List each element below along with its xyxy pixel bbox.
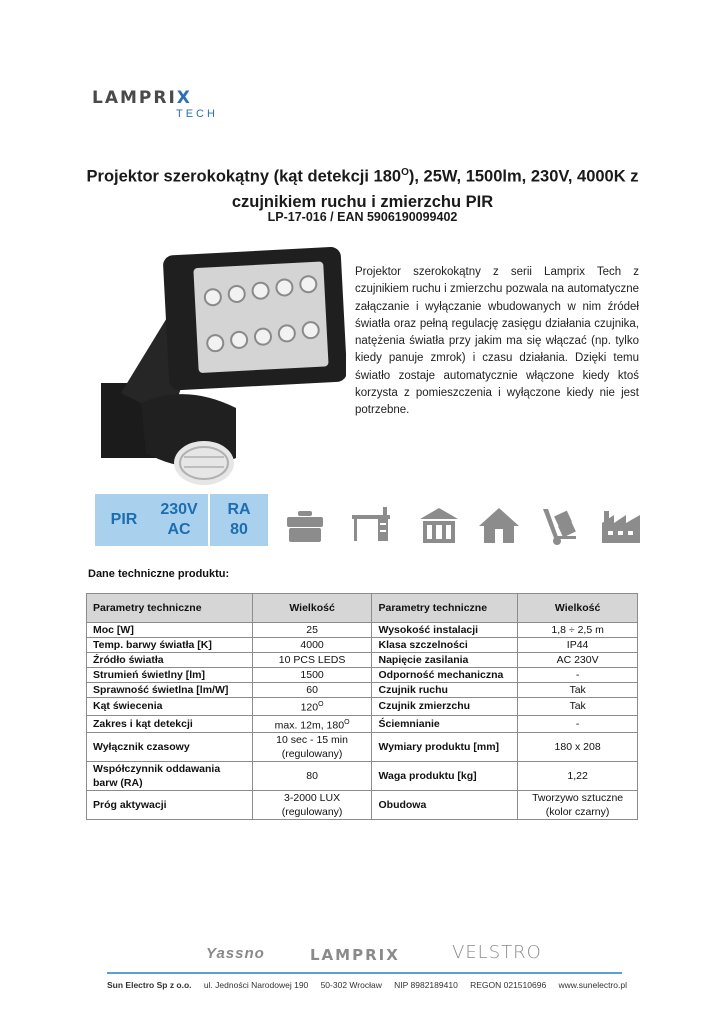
degree-sup: O	[318, 701, 324, 708]
param-value-line2: (kolor czarny)	[545, 806, 610, 818]
param-value-line2: (regulowany)	[281, 748, 343, 760]
product-title	[60, 160, 665, 215]
logo-x-letter: X	[176, 88, 192, 108]
param-value: 1500	[252, 668, 372, 683]
param-value: 60	[252, 683, 372, 698]
footer-address2: 50-302 Wrocław	[320, 980, 382, 990]
param-value-line2: (regulowany)	[281, 806, 343, 818]
footer-web[interactable]: www.sunelectro.pl	[558, 980, 627, 990]
title-line1-b: ), 25W, 1500lm, 230V, 4000K z	[408, 167, 639, 186]
param-name: Wymiary produktu [mm]	[372, 733, 518, 762]
degree-sup: O	[344, 718, 350, 726]
param-name: Czujnik ruchu	[372, 683, 518, 698]
param-name: Moc [W]	[87, 623, 253, 638]
param-value-line1: 3-2000 LUX	[284, 792, 341, 804]
building-icon	[418, 505, 460, 547]
header-value-2: Wielkość	[518, 594, 638, 623]
param-name: Wyłącznik czasowy	[87, 733, 253, 762]
param-value: 1,8 ÷ 2,5 m	[518, 623, 638, 638]
badge-230v-ac	[150, 494, 208, 546]
table-row	[87, 698, 638, 716]
param-name: Źródło światła	[87, 653, 253, 668]
param-value: Tak	[518, 698, 638, 716]
footer-regon: REGON 021510696	[470, 980, 547, 990]
badge-ra-80	[210, 494, 268, 546]
param-value: -	[518, 715, 638, 733]
footer-nip: NIP 8982189410	[394, 980, 458, 990]
footer-contact	[107, 980, 627, 990]
toolbox-icon	[284, 505, 326, 547]
param-value	[252, 733, 372, 762]
param-value: 80	[252, 762, 372, 791]
brand-velstro-logo: VELSTRO	[452, 942, 542, 963]
param-name: Temp. barwy światła [K]	[87, 638, 253, 653]
param-value	[252, 698, 372, 716]
param-value: 25	[252, 623, 372, 638]
param-value: -	[518, 668, 638, 683]
brand-logos	[200, 940, 540, 966]
table-row	[87, 623, 638, 638]
param-name-line2: barw (RA)	[93, 777, 143, 789]
table-row	[87, 653, 638, 668]
param-value: 10 PCS LEDS	[252, 653, 372, 668]
table-row	[87, 791, 638, 820]
brand-yassno-logo: Yassno	[206, 945, 265, 962]
lamprix-tech-logo	[92, 88, 232, 128]
product-description: Projektor szerokokątny z serii Lamprix Tech z czujnikiem ruchu i zmierzchu pozwala na automatyczne załączanie i wyłączanie wbudowanych w nim źródeł światła oraz pełną regulację zasięgu działania czujnika, natężenia światła przy jakim ma się włączać (np. tylko kiedy panuje zmrok) i czasu działania. Dzięki temu światło zostaje automatycznie włączone kiedy ktoś korzysta z pomieszczenia i wyłączone kiedy nie jest potrzebne.	[355, 266, 639, 417]
header-param-1: Parametry techniczne	[87, 594, 253, 623]
footer-divider	[107, 972, 622, 974]
brand-lamprix-logo: LAMPRIX	[310, 946, 400, 964]
header-value-1: Wielkość	[252, 594, 372, 623]
badge-230v-line1: 230V	[160, 501, 198, 518]
param-name: Napięcie zasilania	[372, 653, 518, 668]
section-title: Dane techniczne produktu:	[88, 568, 230, 580]
hand-truck-icon	[540, 505, 582, 547]
param-name: Klasa szczelności	[372, 638, 518, 653]
param-name: Kąt świecenia	[87, 698, 253, 716]
header-param-2: Parametry techniczne	[372, 594, 518, 623]
logo-main-text: LAMPRI	[92, 88, 177, 108]
table-row	[87, 762, 638, 791]
title-degree-sup: O	[401, 167, 409, 178]
param-name: Zakres i kąt detekcji	[87, 715, 253, 733]
param-value: 180 x 208	[518, 733, 638, 762]
param-name-line1: Współczynnik oddawania	[93, 763, 221, 775]
house-icon	[478, 505, 520, 547]
table-row	[87, 638, 638, 653]
badge-230v-line2: AC	[167, 521, 191, 538]
param-name: Ściemnianie	[372, 715, 518, 733]
badge-ra-line1: RA	[227, 501, 251, 518]
param-name	[87, 762, 253, 791]
param-value: Tak	[518, 683, 638, 698]
table-header-row	[87, 594, 638, 623]
badge-ra-line2: 80	[230, 521, 248, 538]
param-value-line1: Tworzywo sztuczne	[532, 792, 624, 804]
factory-icon	[600, 505, 642, 547]
param-name: Czujnik zmierzchu	[372, 698, 518, 716]
spec-table	[86, 593, 638, 820]
title-line2: czujnikiem ruchu i zmierzchu PIR	[231, 192, 494, 211]
param-name: Odporność mechaniczna	[372, 668, 518, 683]
param-name: Próg aktywacji	[87, 791, 253, 820]
param-value	[518, 791, 638, 820]
footer-address1: ul. Jedności Narodowej 190	[203, 980, 309, 990]
param-name: Waga produktu [kg]	[372, 762, 518, 791]
footer-company: Sun Electro Sp z o.o.	[107, 980, 192, 990]
param-value: AC 230V	[518, 653, 638, 668]
param-value-line1: 10 sec - 15 min	[276, 734, 348, 746]
product-image	[96, 243, 346, 488]
param-name: Strumień świetlny [lm]	[87, 668, 253, 683]
badge-pir-text: PIR	[110, 511, 138, 528]
param-value	[252, 791, 372, 820]
desk-icon	[350, 505, 392, 547]
param-value: 1,22	[518, 762, 638, 791]
param-value: 4000	[252, 638, 372, 653]
table-row	[87, 668, 638, 683]
param-value: IP44	[518, 638, 638, 653]
param-value-text: 120	[300, 701, 319, 714]
badge-pir	[95, 494, 153, 546]
product-codes: LP-17-016 / EAN 5906190099402	[267, 210, 458, 224]
param-name: Sprawność świetlna [lm/W]	[87, 683, 253, 698]
table-row	[87, 715, 638, 733]
table-row	[87, 733, 638, 762]
param-value	[252, 715, 372, 733]
title-line1-a: Projektor szerokokątny (kąt detekcji 180	[86, 167, 402, 186]
param-name: Wysokość instalacji	[372, 623, 518, 638]
table-row	[87, 683, 638, 698]
param-name: Obudowa	[372, 791, 518, 820]
logo-sub-text: TECH	[176, 108, 218, 120]
param-value-text: max. 12m, 180	[274, 719, 345, 731]
